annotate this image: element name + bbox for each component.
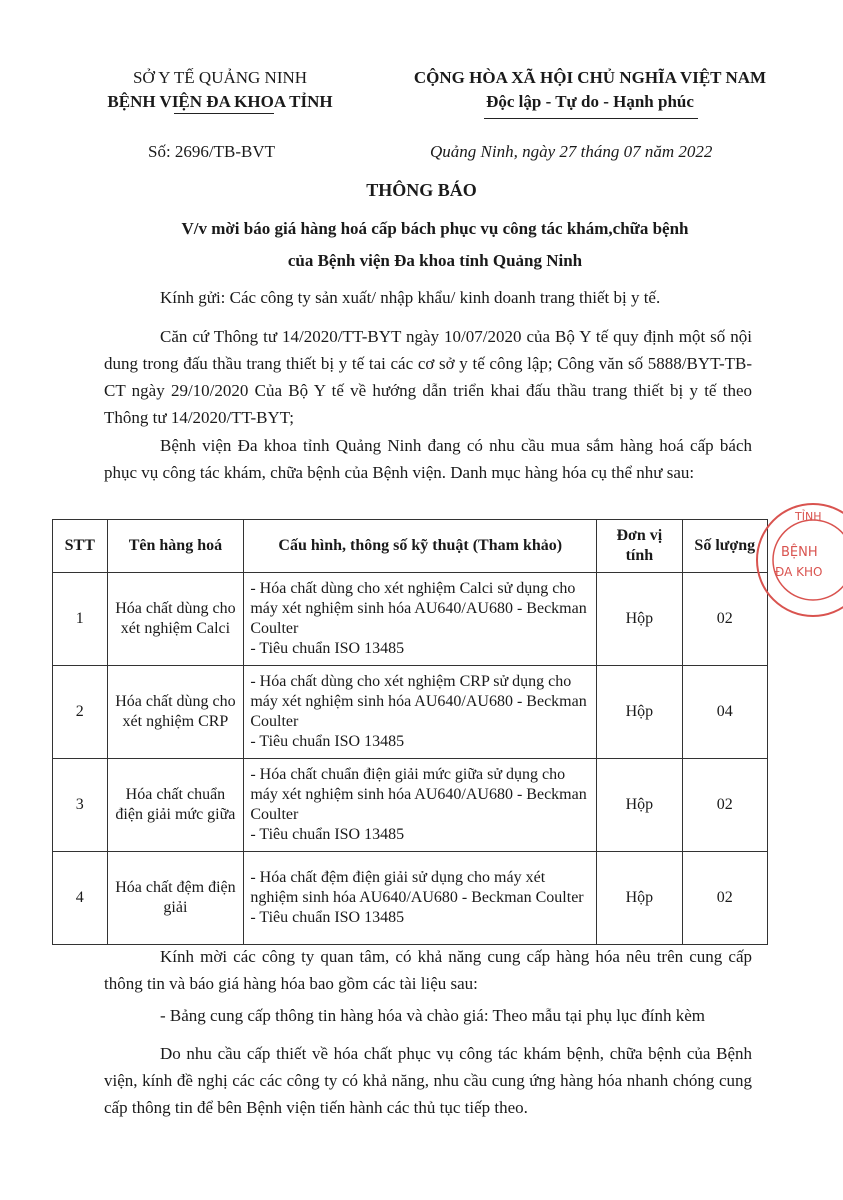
cell-stt: 2 [53, 666, 108, 759]
table-row [53, 666, 768, 759]
cell-stt: 4 [53, 852, 108, 945]
nation-underline [484, 118, 698, 119]
cell-name: Hóa chất chuẩn điện giải mức giữa [107, 759, 244, 852]
place-date: Quảng Ninh, ngày 27 tháng 07 năm 2022 [430, 142, 713, 161]
nation-header [380, 66, 800, 114]
paragraph-legal-basis: Căn cứ Thông tư 14/2020/TT-BYT ngày 10/07/2020 của Bộ Y tế quy định một số nội dung trong đấu thầu trang thiết bị y tế tai các cơ sở y tế công lập; Công văn số 5888/BYT-TB-CT ngày 29/10/2020 Của Bộ Y tế về hướng dẫn triển khai đấu thầu trang thiết bị y tế theo Thông tư 14/2020/TT-BYT; [104, 327, 752, 427]
stamp-text-bot: ĐA KHO [775, 565, 823, 579]
header-spec: Cấu hình, thông số kỹ thuật (Tham khảo) [244, 520, 597, 573]
header-stt: STT [53, 520, 108, 573]
cell-unit: Hộp [597, 573, 682, 666]
cell-qty: 02 [682, 852, 767, 945]
subtitle-line-1: V/v mời báo giá hàng hoá cấp bách phục vụ công tác khám,chữa bệnh [181, 219, 689, 238]
cell-qty: 02 [682, 759, 767, 852]
cell-stt: 3 [53, 759, 108, 852]
spec-standard: - Tiêu chuẩn ISO 13485 [250, 640, 405, 657]
nation-line-2: Độc lập - Tự do - Hạnh phúc [486, 92, 694, 111]
table-row [53, 852, 768, 945]
stamp-text-mid: BỆNH [781, 545, 818, 560]
paragraph-attachment: - Bảng cung cấp thông tin hàng hóa và chào giá: Theo mẫu tại phụ lục đính kèm [160, 1006, 705, 1025]
spec-standard: - Tiêu chuẩn ISO 13485 [250, 909, 405, 926]
subtitle-line-2: của Bệnh viện Đa khoa tỉnh Quảng Ninh [287, 251, 583, 270]
spec-standard: - Tiêu chuẩn ISO 13485 [250, 733, 405, 750]
cell-spec [244, 666, 597, 759]
document-number: Số: 2696/TB-BVT [148, 142, 276, 161]
table-row [53, 759, 768, 852]
cell-name: Hóa chất dùng cho xét nghiệm CRP [107, 666, 244, 759]
cell-qty: 04 [682, 666, 767, 759]
cell-qty: 02 [682, 573, 767, 666]
cell-unit: Hộp [597, 666, 682, 759]
nation-line-1: CỘNG HÒA XÃ HỘI CHỦ NGHĨA VIỆT NAM [413, 68, 767, 87]
header-qty: Số lượng [682, 520, 767, 573]
org-line-1: SỞ Y TẾ QUẢNG NINH [132, 68, 308, 87]
org-header [70, 66, 370, 114]
document-subtitle [90, 213, 780, 277]
header-name: Tên hàng hoá [107, 520, 244, 573]
org-line-2: BỆNH VIỆN ĐA KHOA TỈNH [107, 92, 333, 111]
document-title: THÔNG BÁO [366, 180, 477, 200]
cell-name: Hóa chất dùng cho xét nghiệm Calci [107, 573, 244, 666]
cell-spec [244, 573, 597, 666]
paragraph-invitation: Kính mời các công ty quan tâm, có khả năng cung cấp hàng hóa nêu trên cung cấp thông tin và báo giá hàng hóa bao gồm các tài liệu sau: [104, 947, 752, 993]
red-stamp-seal [753, 500, 843, 620]
org-underline [174, 113, 274, 114]
cell-spec [244, 759, 597, 852]
spec-description: - Hóa chất chuẩn điện giải mức giữa sử dụng cho máy xét nghiệm sinh hóa AU640/AU680 - Beckman Coulter [250, 766, 587, 823]
spec-description: - Hóa chất dùng cho xét nghiệm Calci sử dụng cho máy xét nghiệm sinh hóa AU640/AU680 - Beckman Coulter [250, 580, 587, 637]
table-header-row [53, 520, 768, 573]
greeting: Kính gửi: Các công ty sản xuất/ nhập khẩu/ kinh doanh trang thiết bị y tế. [160, 288, 661, 307]
cell-name: Hóa chất đệm điện giải [107, 852, 244, 945]
spec-description: - Hóa chất đệm điện giải sử dụng cho máy xét nghiệm sinh hóa AU640/AU680 - Beckman Coulter [250, 869, 584, 906]
stamp-text-top: TỈNH [795, 510, 822, 523]
paragraph-request: Do nhu cầu cấp thiết về hóa chất phục vụ công tác khám bệnh, chữa bệnh của Bệnh viện, kính đề nghị các các công ty có khả năng, nhu cầu cung ứng hàng hóa nhanh chóng cung cấp thông tin để bên Bệnh viện tiến hành các thủ tục tiếp theo. [104, 1044, 752, 1117]
goods-table [52, 519, 768, 945]
spec-standard: - Tiêu chuẩn ISO 13485 [250, 826, 405, 843]
paragraph-need: Bệnh viện Đa khoa tỉnh Quảng Ninh đang có nhu cầu mua sắm hàng hoá cấp bách phục vụ công tác khám, chữa bệnh của Bệnh viện. Danh mục hàng hóa cụ thể như sau: [104, 436, 752, 482]
stamp-inner-ring [773, 520, 843, 600]
header-unit: Đơn vị tính [597, 520, 682, 573]
cell-stt: 1 [53, 573, 108, 666]
cell-unit: Hộp [597, 852, 682, 945]
table-row [53, 573, 768, 666]
spec-description: - Hóa chất dùng cho xét nghiệm CRP sử dụng cho máy xét nghiệm sinh hóa AU640/AU680 - Beckman Coulter [250, 673, 587, 730]
cell-unit: Hộp [597, 759, 682, 852]
cell-spec [244, 852, 597, 945]
